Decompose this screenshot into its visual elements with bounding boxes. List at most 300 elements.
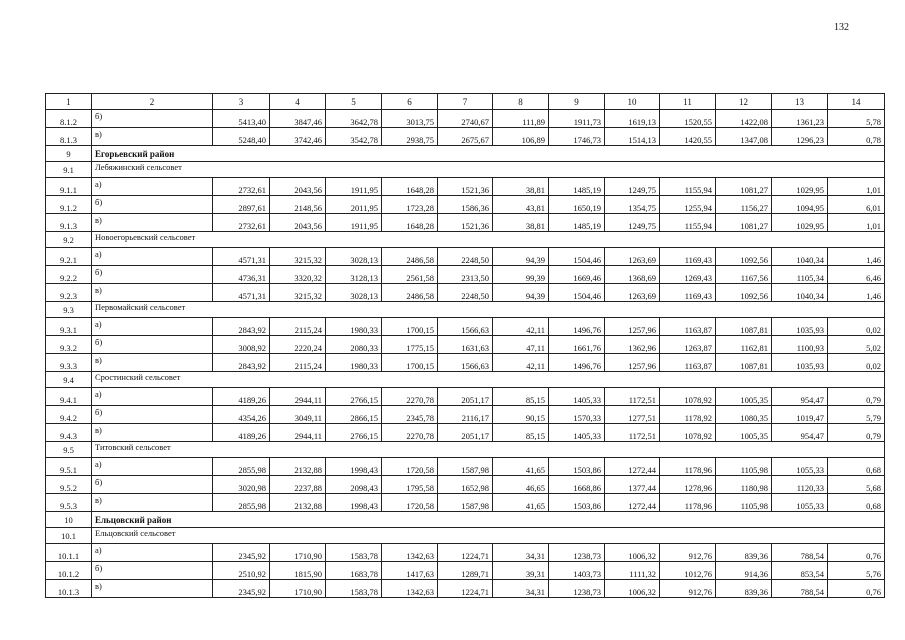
row-value: 1911,95 [326,178,382,196]
column-header-10: 10 [605,94,660,110]
row-value: 1,01 [828,214,885,232]
row-value: 5,68 [828,476,885,494]
row-value: 2561,58 [382,266,438,284]
subsection-title: Лебяжинский сельсовет [92,162,885,178]
row-value: 0,68 [828,458,885,476]
row-value: 1078,92 [660,388,716,406]
row-value: 1155,94 [660,178,716,196]
table-row [46,424,885,442]
row-code: 10.1.3 [46,580,92,598]
row-value: 3742,46 [270,128,326,146]
row-value: 1257,96 [605,354,660,372]
row-value: 1815,90 [270,562,326,580]
row-value: 3215,32 [270,248,326,266]
row-value: 2237,88 [270,476,326,494]
row-value: 1035,93 [772,318,828,336]
row-value: 34,31 [493,544,549,562]
row-value: 1105,34 [772,266,828,284]
row-value: 2148,56 [270,196,326,214]
row-code: 8.1.3 [46,128,92,146]
row-value: 5,79 [828,406,885,424]
row-value: 2855,98 [213,458,270,476]
row-value: 1029,95 [772,178,828,196]
row-value: 94,39 [493,284,549,302]
row-code: 9.1.2 [46,196,92,214]
row-value: 1163,87 [660,354,716,372]
row-value: 1648,28 [382,178,438,196]
row-value: 1795,58 [382,476,438,494]
row-subitem: б) [92,196,213,214]
column-header-6: 6 [382,94,438,110]
table-row [46,196,885,214]
row-value: 1,01 [828,178,885,196]
row-value: 2766,15 [326,388,382,406]
column-header-1: 1 [46,94,92,110]
row-value: 99,39 [493,266,549,284]
row-value: 1566,63 [438,354,493,372]
row-value: 2116,17 [438,406,493,424]
row-value: 2313,50 [438,266,493,284]
table-row [46,128,885,146]
row-value: 2051,17 [438,388,493,406]
row-value: 1277,51 [605,406,660,424]
row-value: 2080,33 [326,336,382,354]
subsection-row [46,528,885,544]
row-value: 1485,19 [549,214,605,232]
row-value: 1162,81 [716,336,772,354]
row-subitem: а) [92,178,213,196]
row-code: 9.2.2 [46,266,92,284]
subsection-title: Первомайский сельсовет [92,302,885,318]
row-value: 5413,40 [213,110,270,128]
row-value: 1746,73 [549,128,605,146]
subsection-title: Ельцовский сельсовет [92,528,885,544]
row-value: 1911,95 [326,214,382,232]
row-value: 2270,78 [382,388,438,406]
row-value: 912,76 [660,544,716,562]
table-row [46,178,885,196]
row-code: 9.3.1 [46,318,92,336]
row-value: 1055,33 [772,494,828,512]
row-subitem: а) [92,248,213,266]
row-subitem: б) [92,266,213,284]
row-value: 1156,27 [716,196,772,214]
row-value: 1342,63 [382,580,438,598]
row-value: 1503,86 [549,458,605,476]
row-value: 2897,61 [213,196,270,214]
row-value: 1006,32 [605,580,660,598]
row-value: 4189,26 [213,388,270,406]
row-value: 94,39 [493,248,549,266]
row-value: 43,81 [493,196,549,214]
row-value: 42,11 [493,354,549,372]
row-value: 4354,26 [213,406,270,424]
row-value: 839,36 [716,580,772,598]
row-value: 1720,58 [382,458,438,476]
row-value: 2944,11 [270,424,326,442]
table-row [46,336,885,354]
row-value: 1255,94 [660,196,716,214]
row-value: 1485,19 [549,178,605,196]
table-row [46,110,885,128]
row-value: 1263,69 [605,284,660,302]
table-row [46,544,885,562]
row-subitem: в) [92,580,213,598]
row-value: 914,36 [716,562,772,580]
subsection-row [46,372,885,388]
row-value: 1169,43 [660,248,716,266]
table-row [46,476,885,494]
table-row [46,458,885,476]
row-value: 1514,13 [605,128,660,146]
row-value: 0,76 [828,580,885,598]
row-value: 2843,92 [213,354,270,372]
row-value: 2766,15 [326,424,382,442]
section-row [46,512,885,528]
row-value: 0,02 [828,354,885,372]
column-header-3: 3 [213,94,270,110]
row-value: 1566,63 [438,318,493,336]
subsection-row [46,162,885,178]
row-value: 853,54 [772,562,828,580]
row-value: 1178,96 [660,458,716,476]
row-code: 9.4.1 [46,388,92,406]
row-value: 1668,86 [549,476,605,494]
row-value: 1111,32 [605,562,660,580]
row-value: 2270,78 [382,424,438,442]
row-value: 1420,55 [660,128,716,146]
row-value: 3049,11 [270,406,326,424]
row-value: 0,79 [828,388,885,406]
row-value: 1019,47 [772,406,828,424]
row-value: 1503,86 [549,494,605,512]
column-header-9: 9 [549,94,605,110]
section-code: 9 [46,146,92,162]
row-value: 2843,92 [213,318,270,336]
row-value: 1094,95 [772,196,828,214]
row-value: 39,31 [493,562,549,580]
column-header-13: 13 [772,94,828,110]
row-value: 1029,95 [772,214,828,232]
row-value: 2510,92 [213,562,270,580]
section-title: Ельцовский район [92,512,885,528]
row-value: 1224,71 [438,580,493,598]
table-row [46,266,885,284]
row-value: 41,65 [493,494,549,512]
row-value: 0,76 [828,544,885,562]
row-code: 10.1.1 [46,544,92,562]
row-value: 1354,75 [605,196,660,214]
row-value: 1661,76 [549,336,605,354]
row-value: 1570,33 [549,406,605,424]
row-value: 2051,17 [438,424,493,442]
table-row [46,284,885,302]
row-value: 1269,43 [660,266,716,284]
row-value: 1496,76 [549,354,605,372]
subsection-code: 9.1 [46,162,92,178]
row-value: 1289,71 [438,562,493,580]
row-subitem: а) [92,388,213,406]
table-row [46,214,885,232]
row-value: 1272,44 [605,458,660,476]
column-header-12: 12 [716,94,772,110]
row-value: 788,54 [772,544,828,562]
row-value: 1417,63 [382,562,438,580]
row-value: 1169,43 [660,284,716,302]
column-header-2: 2 [92,94,213,110]
row-value: 1504,46 [549,284,605,302]
row-value: 1005,35 [716,424,772,442]
row-value: 1249,75 [605,178,660,196]
subsection-row [46,442,885,458]
table-row [46,406,885,424]
row-value: 1521,36 [438,214,493,232]
row-value: 1257,96 [605,318,660,336]
row-value: 1178,96 [660,494,716,512]
row-subitem: б) [92,476,213,494]
subsection-code: 9.2 [46,232,92,248]
row-code: 10.1.2 [46,562,92,580]
row-value: 1998,43 [326,494,382,512]
row-value: 1272,44 [605,494,660,512]
table-row [46,388,885,406]
row-value: 1040,34 [772,248,828,266]
row-value: 1167,56 [716,266,772,284]
row-subitem: б) [92,110,213,128]
row-code: 9.4.3 [46,424,92,442]
row-value: 788,54 [772,580,828,598]
table-row [46,248,885,266]
row-value: 2345,92 [213,544,270,562]
row-code: 9.3.3 [46,354,92,372]
row-value: 954,47 [772,388,828,406]
subsection-row [46,232,885,248]
row-value: 3847,46 [270,110,326,128]
row-value: 1180,98 [716,476,772,494]
row-value: 1720,58 [382,494,438,512]
row-value: 46,65 [493,476,549,494]
row-value: 41,65 [493,458,549,476]
row-value: 38,81 [493,178,549,196]
row-value: 2132,88 [270,458,326,476]
row-value: 1669,46 [549,266,605,284]
row-value: 4571,31 [213,284,270,302]
row-value: 1723,28 [382,196,438,214]
row-subitem: в) [92,424,213,442]
subsection-title: Сростинский сельсовет [92,372,885,388]
row-value: 85,15 [493,424,549,442]
row-value: 2132,88 [270,494,326,512]
row-value: 1683,78 [326,562,382,580]
section-code: 10 [46,512,92,528]
row-value: 1347,08 [716,128,772,146]
row-value: 1377,44 [605,476,660,494]
row-value: 1081,27 [716,214,772,232]
row-value: 1238,73 [549,544,605,562]
row-value: 2486,58 [382,284,438,302]
row-value: 2043,56 [270,178,326,196]
row-value: 38,81 [493,214,549,232]
row-value: 1006,32 [605,544,660,562]
row-value: 5,02 [828,336,885,354]
row-value: 1081,27 [716,178,772,196]
row-value: 1080,35 [716,406,772,424]
subsection-code: 9.5 [46,442,92,458]
row-value: 5,76 [828,562,885,580]
table-row [46,494,885,512]
row-value: 1224,71 [438,544,493,562]
row-value: 6,01 [828,196,885,214]
row-subitem: в) [92,128,213,146]
row-value: 1700,15 [382,354,438,372]
row-subitem: а) [92,318,213,336]
row-value: 0,02 [828,318,885,336]
row-subitem: в) [92,214,213,232]
row-value: 1504,46 [549,248,605,266]
subsection-row [46,302,885,318]
row-value: 1105,98 [716,494,772,512]
row-code: 9.4.2 [46,406,92,424]
row-value: 4189,26 [213,424,270,442]
row-value: 2732,61 [213,178,270,196]
row-value: 1087,81 [716,318,772,336]
row-value: 912,76 [660,580,716,598]
row-value: 6,46 [828,266,885,284]
row-value: 2675,67 [438,128,493,146]
row-value: 1700,15 [382,318,438,336]
row-value: 1155,94 [660,214,716,232]
row-value: 1105,98 [716,458,772,476]
row-value: 1,46 [828,248,885,266]
row-value: 2115,24 [270,354,326,372]
section-title: Егорьевский район [92,146,885,162]
row-value: 1648,28 [382,214,438,232]
row-value: 1040,34 [772,284,828,302]
column-header-7: 7 [438,94,493,110]
row-value: 1078,92 [660,424,716,442]
row-subitem: б) [92,562,213,580]
row-code: 9.1.1 [46,178,92,196]
table-body [46,110,885,598]
row-value: 3028,13 [326,248,382,266]
row-value: 3542,78 [326,128,382,146]
row-value: 1911,73 [549,110,605,128]
column-header-8: 8 [493,94,549,110]
row-value: 1631,63 [438,336,493,354]
row-code: 9.3.2 [46,336,92,354]
row-value: 34,31 [493,580,549,598]
table-row [46,580,885,598]
row-value: 1172,51 [605,388,660,406]
row-value: 3215,32 [270,284,326,302]
row-value: 1012,76 [660,562,716,580]
row-value: 5248,40 [213,128,270,146]
row-subitem: б) [92,406,213,424]
row-value: 1092,56 [716,284,772,302]
table-row [46,354,885,372]
column-header-5: 5 [326,94,382,110]
row-value: 1405,33 [549,424,605,442]
row-value: 47,11 [493,336,549,354]
subsection-code: 10.1 [46,528,92,544]
row-value: 1422,08 [716,110,772,128]
row-value: 1403,73 [549,562,605,580]
table-row [46,562,885,580]
row-value: 1652,98 [438,476,493,494]
row-subitem: в) [92,284,213,302]
row-value: 1520,55 [660,110,716,128]
row-value: 1583,78 [326,580,382,598]
row-value: 1361,23 [772,110,828,128]
row-value: 1587,98 [438,494,493,512]
row-value: 1092,56 [716,248,772,266]
row-subitem: а) [92,458,213,476]
row-value: 90,15 [493,406,549,424]
row-value: 839,36 [716,544,772,562]
row-value: 2855,98 [213,494,270,512]
subsection-title: Титовский сельсовет [92,442,885,458]
row-value: 1586,36 [438,196,493,214]
row-value: 1163,87 [660,318,716,336]
row-value: 111,89 [493,110,549,128]
row-value: 3020,98 [213,476,270,494]
page-number: 132 [834,22,849,33]
row-code: 9.5.1 [46,458,92,476]
row-value: 1710,90 [270,544,326,562]
row-value: 1278,96 [660,476,716,494]
row-value: 1,46 [828,284,885,302]
row-value: 3028,13 [326,284,382,302]
row-subitem: б) [92,336,213,354]
row-code: 9.2.3 [46,284,92,302]
row-value: 0,79 [828,424,885,442]
row-value: 4571,31 [213,248,270,266]
row-value: 1619,13 [605,110,660,128]
row-value: 1405,33 [549,388,605,406]
row-value: 1087,81 [716,354,772,372]
row-value: 2011,95 [326,196,382,214]
row-subitem: а) [92,544,213,562]
row-value: 1100,93 [772,336,828,354]
row-value: 1368,69 [605,266,660,284]
column-header-4: 4 [270,94,326,110]
row-code: 9.2.1 [46,248,92,266]
row-value: 3320,32 [270,266,326,284]
row-value: 2345,78 [382,406,438,424]
row-value: 1587,98 [438,458,493,476]
row-subitem: в) [92,354,213,372]
row-code: 9.5.2 [46,476,92,494]
row-value: 42,11 [493,318,549,336]
row-value: 1583,78 [326,544,382,562]
row-value: 2944,11 [270,388,326,406]
row-value: 0,68 [828,494,885,512]
row-value: 1296,23 [772,128,828,146]
row-value: 106,89 [493,128,549,146]
row-value: 2248,50 [438,284,493,302]
row-value: 1035,93 [772,354,828,372]
row-value: 1998,43 [326,458,382,476]
section-row [46,146,885,162]
row-value: 2740,67 [438,110,493,128]
row-value: 1362,96 [605,336,660,354]
column-header-14: 14 [828,94,885,110]
row-value: 1172,51 [605,424,660,442]
row-value: 3008,92 [213,336,270,354]
row-value: 1120,33 [772,476,828,494]
row-value: 2938,75 [382,128,438,146]
row-value: 2220,24 [270,336,326,354]
